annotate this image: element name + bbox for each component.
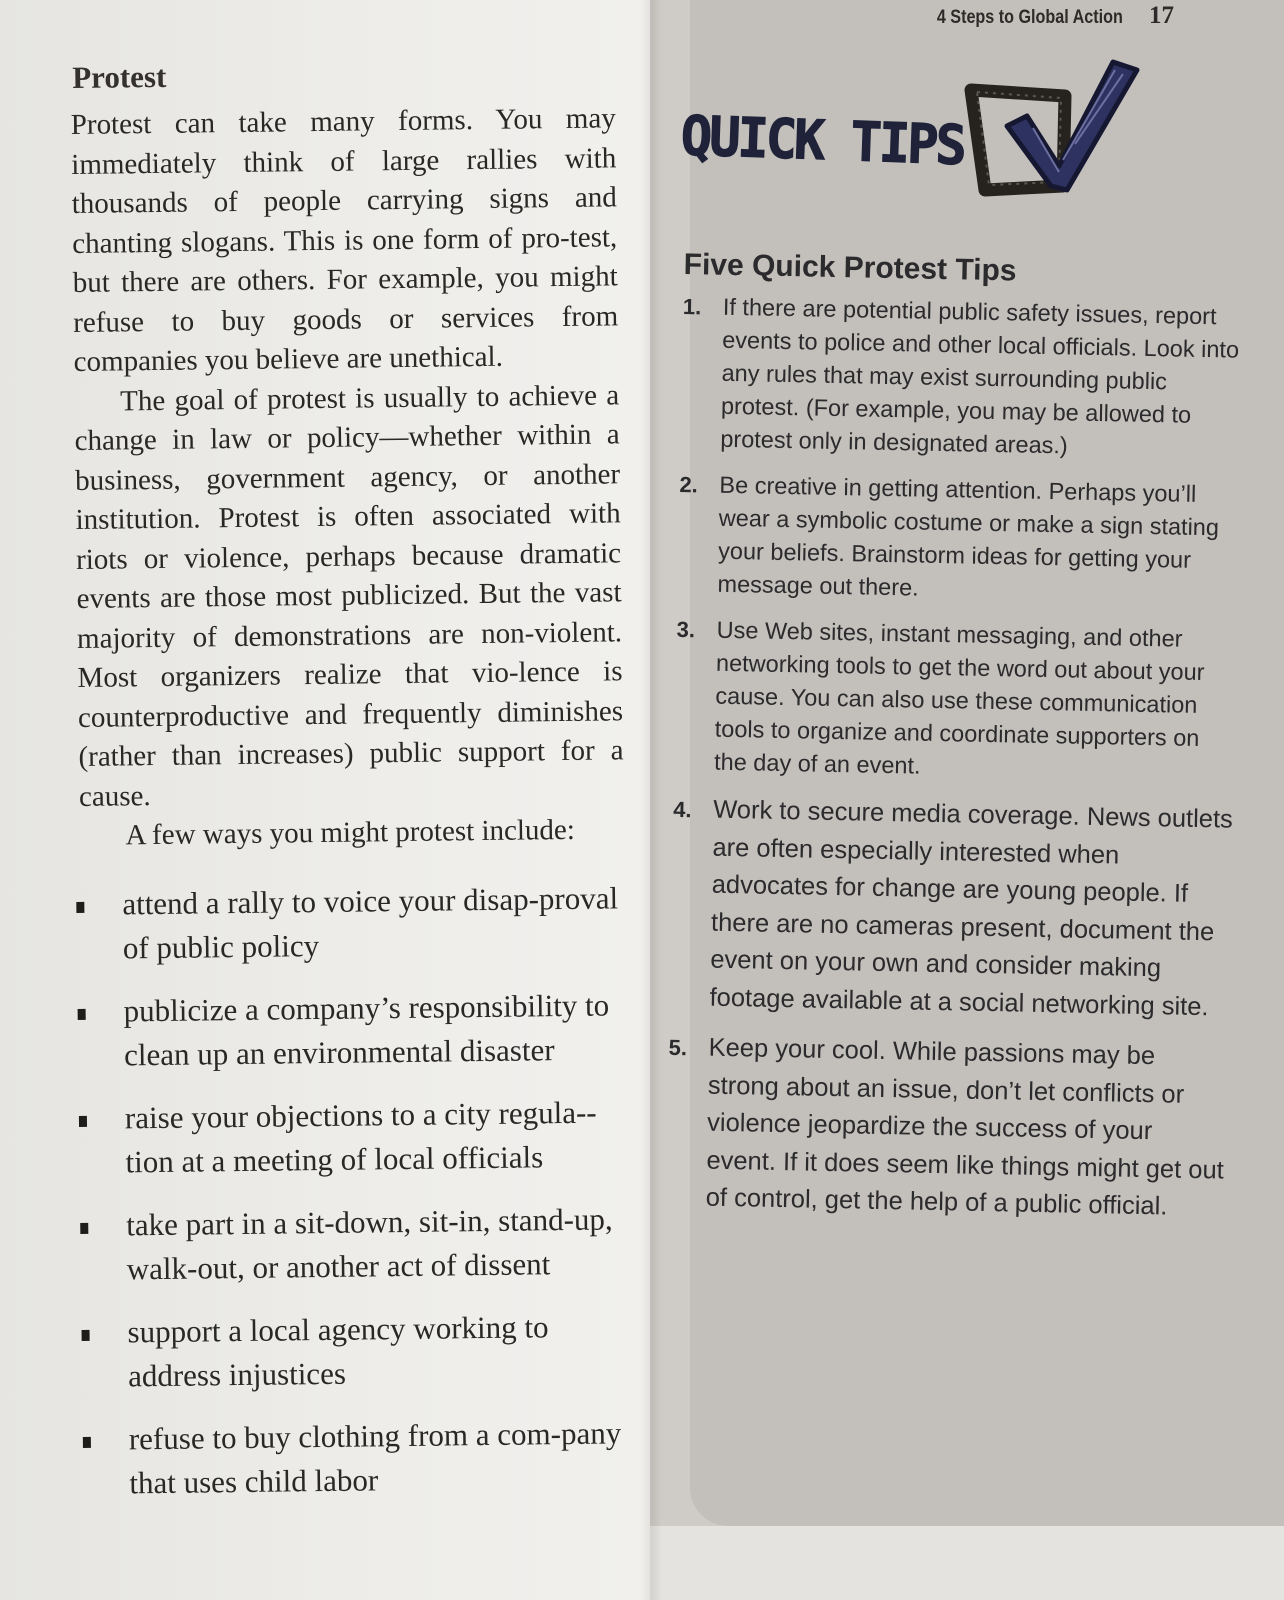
list-item-text: take part in a sit-down, sit-in, stand-up, walk-out, or another act of dissent	[126, 1200, 613, 1286]
tips-heading: Five Quick Protest Tips	[683, 248, 1017, 288]
bullet-icon	[83, 1436, 91, 1447]
tip-number: 4.	[672, 796, 692, 823]
tip-text: Use Web sites, instant messaging, and other networking tools to get the word out about your cause. You can also use these communication tools to organize and coordinate supporters on the day of an event.	[713, 616, 1205, 779]
tip-item	[677, 468, 1239, 611]
bullet-icon	[82, 1329, 90, 1340]
paragraph-lead-in: A few ways you might protest include:	[125, 813, 576, 852]
protest-ways-list	[80, 876, 633, 1506]
tip-item	[665, 1029, 1228, 1227]
tip-text: If there are potential public safety issues, report events to police and other local officials. Look into any rules that may exist surrounding public protest. (For example, you may be allowed to protest only in designated areas.)	[720, 293, 1240, 459]
bullet-icon	[78, 1008, 86, 1019]
tip-number: 3.	[676, 616, 696, 643]
paragraph-goal: The goal of protest is usually to achieve a change in law or policy—whether within a business, government agency, or another institution. Protest is often associated with riots or violence, perhaps because dramatic events are those most publicized. But the vast majority of demonstrations are non-violent. Most organizers realize that vio-lence is counterproductive and frequently diminishes (rather than increases) public support for a cause.	[74, 378, 624, 813]
list-item-text: support a local agency working to address injustices	[127, 1308, 549, 1393]
list-item	[83, 1090, 629, 1185]
list-item-text: attend a rally to voice your disap-proval of public policy	[122, 879, 619, 965]
tip-text: Keep your cool. While passions may be strong about an issue, don’t let conflicts or violence jeopardize the success of your event. If it does seem like things might get out of control, get the help of a public official.	[705, 1033, 1225, 1221]
section-heading: Protest	[71, 58, 167, 95]
list-item-text: publicize a company’s responsibility to clean up an environmental disaster	[123, 986, 610, 1072]
tip-number: 1.	[682, 293, 702, 320]
list-item-text: raise your objections to a city regula-tion at a meeting of local officials	[124, 1094, 597, 1179]
list-item-text: refuse to buy clothing from a com-pany that uses child labor	[128, 1414, 622, 1500]
quick-tips-logo: QUICK TIPS	[679, 105, 965, 178]
tip-item	[674, 613, 1237, 789]
tip-item	[680, 290, 1243, 466]
list-item	[80, 876, 626, 971]
page-number: 17	[1149, 2, 1174, 29]
tip-text: Be creative in getting attention. Perhaps you’ll wear a symbolic costume or make a sign stating your beliefs. Brainstorm ideas for getting your message out there.	[717, 471, 1220, 601]
list-item	[81, 983, 627, 1078]
bullet-icon	[76, 901, 84, 912]
book-gutter	[640, 0, 662, 1600]
bullet-icon	[80, 1222, 88, 1233]
running-header	[904, 2, 1174, 30]
main-text-column	[70, 53, 633, 1524]
tip-number: 5.	[668, 1034, 688, 1061]
chapter-title: 4 Steps to Global Action	[936, 7, 1123, 28]
tip-text: Work to secure media coverage. News outlets are often especially interested when advocates for change are young people. If there are no cameras present, document the event on your own and consider making footage available at a social networking site.	[709, 795, 1234, 1021]
bullet-icon	[79, 1115, 87, 1126]
quick-tips-column	[665, 248, 1244, 1240]
tips-list	[665, 290, 1243, 1227]
paragraph-intro: Protest can take many forms. You may immediately think of large rallies with thousands of people carrying signs and chanting slogans. This is one form of pro-test, but there are others. For example, you might refuse to buy goods or services from companies you believe are unethical.	[70, 102, 619, 378]
list-item	[87, 1411, 633, 1506]
list-item	[84, 1197, 630, 1292]
checkbox-checkmark-icon	[963, 48, 1143, 198]
list-item	[85, 1304, 631, 1399]
tip-item	[669, 791, 1233, 1027]
tip-number: 2.	[679, 471, 699, 498]
page-bottom-margin	[650, 1526, 1284, 1600]
